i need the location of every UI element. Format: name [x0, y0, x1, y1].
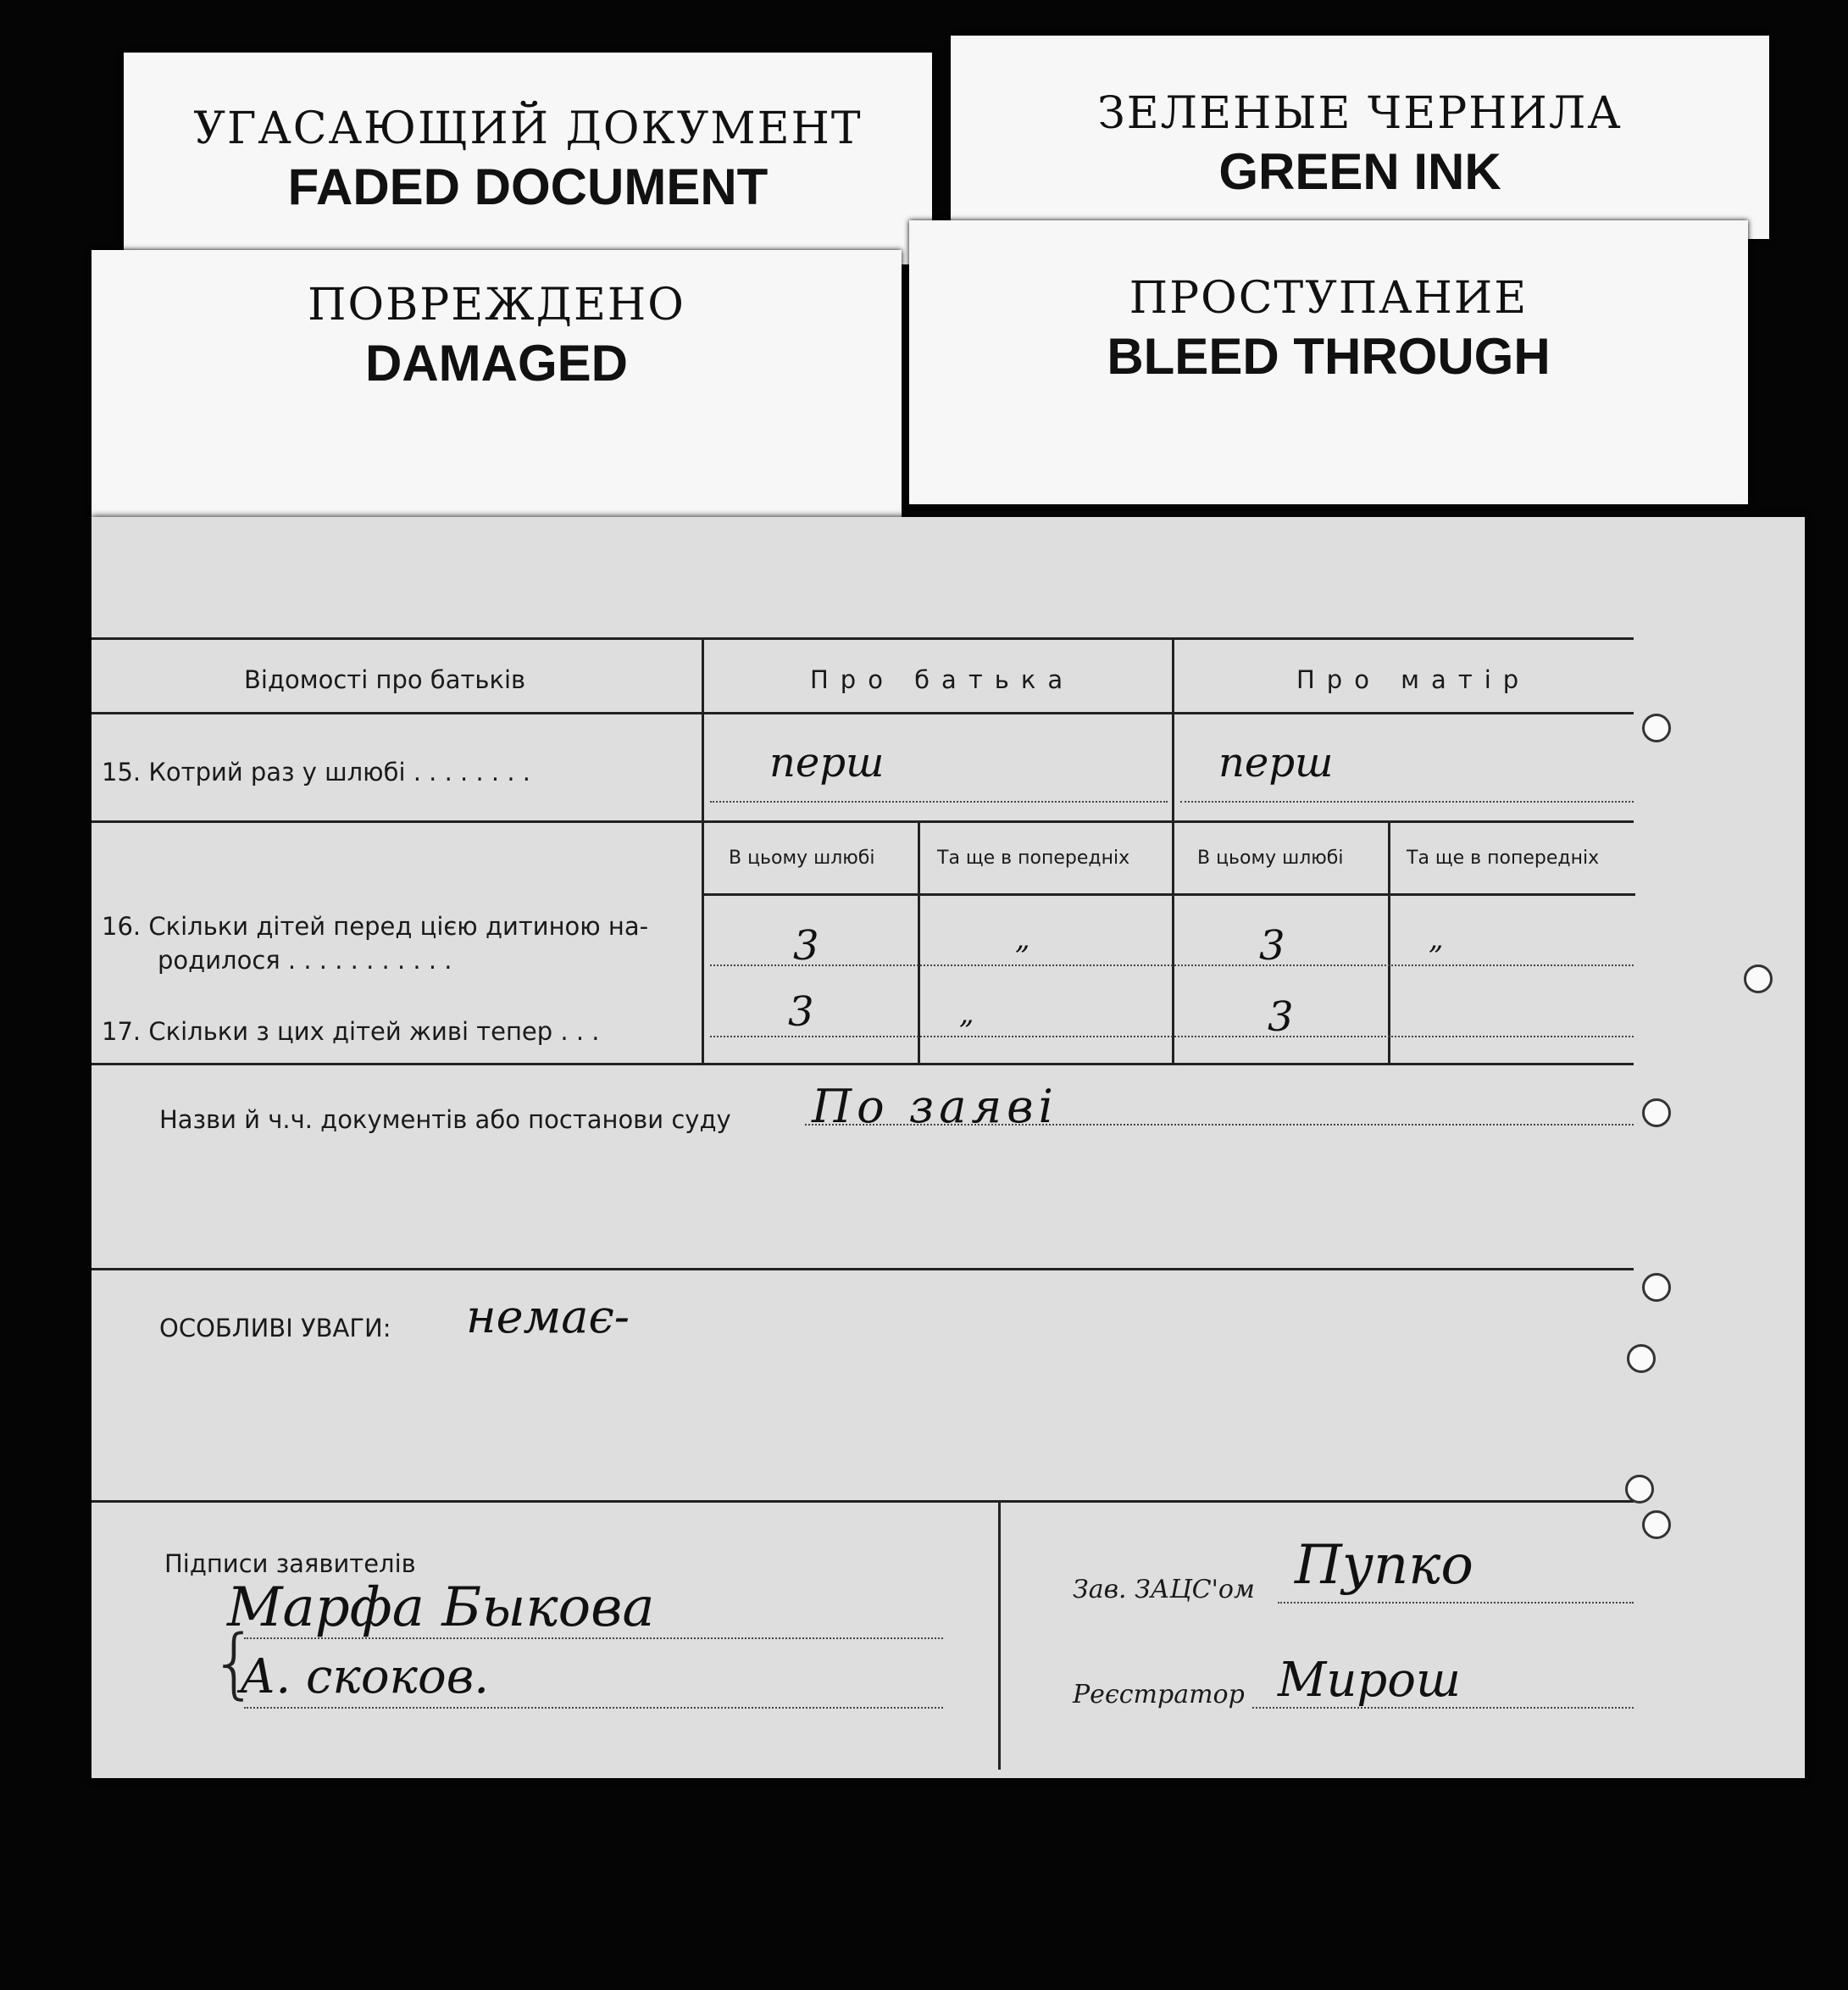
rule-top [92, 637, 1634, 640]
rule-remarks-bottom [92, 1500, 1634, 1503]
subheader-mother-this: В цьому шлюбі [1197, 848, 1344, 869]
binding-hole [1642, 1510, 1671, 1539]
subheader-father-prev: Та ще в попередніх [937, 848, 1130, 869]
header-parents-info: Відомості про батьків [244, 665, 526, 694]
label-green-ink [951, 36, 1769, 239]
applicant2-signature: А. скоков. [240, 1649, 490, 1704]
binding-hole [1642, 1273, 1671, 1302]
binding-hole [1627, 1344, 1656, 1373]
row17-father-this: 3 [788, 988, 814, 1036]
label-green-en: GREEN INK [1218, 143, 1501, 200]
applicants-label: Підписи заявителів [164, 1549, 416, 1578]
row17-father-prev: „ [959, 997, 974, 1031]
binding-hole [1625, 1475, 1654, 1504]
remarks-value: немає- [466, 1290, 630, 1343]
documents-dotline [805, 1124, 1634, 1126]
col-divider-1 [702, 637, 704, 1065]
col-divider-father [918, 820, 920, 1065]
row15-mother-value: перш [1218, 739, 1334, 787]
binding-hole [1642, 1098, 1671, 1127]
row16-father-this: 3 [793, 922, 819, 970]
binding-hole [1642, 714, 1671, 742]
row16-dotline [710, 964, 1634, 966]
row15-mother-dotline [1180, 801, 1634, 803]
col-divider-mother [1388, 820, 1390, 1065]
row17-dotline [710, 1036, 1634, 1037]
applicant1-signature: Марфа Быкова [227, 1576, 655, 1639]
registrar-signature: Мирош [1278, 1653, 1462, 1708]
col-divider-signatures [998, 1500, 1001, 1770]
label-faded-en: FADED DOCUMENT [287, 158, 769, 215]
rule-subheader-bottom [703, 893, 1635, 896]
label-bleed-through [909, 220, 1748, 504]
head-zags-signature: Пупко [1295, 1534, 1473, 1597]
row17-label: 17. Скільки з цих дітей живі тепер . . . [102, 1017, 600, 1046]
label-damaged [92, 250, 902, 517]
signature-brace: { [210, 1619, 259, 1708]
documents-label: Назви й ч.ч. документів або постанови суду [159, 1105, 731, 1134]
label-faded-document [124, 53, 932, 264]
head-zags-dotline [1278, 1602, 1634, 1604]
row16-mother-prev: „ [1429, 922, 1444, 956]
row17-mother-this: 3 [1268, 993, 1294, 1041]
registrar-label: Реєстратор [1073, 1680, 1245, 1709]
label-green-ru: ЗЕЛЕНЫЕ ЧЕРНИЛА [1097, 88, 1623, 139]
row15-father-value: перш [769, 739, 885, 787]
registrar-dotline [1252, 1707, 1634, 1709]
remarks-label: ОСОБЛИВІ УВАГИ: [159, 1314, 391, 1342]
subheader-mother-prev: Та ще в попередніх [1407, 848, 1600, 869]
label-faded-ru: УГАСАЮЩИЙ ДОКУМЕНТ [193, 103, 863, 154]
col-divider-2 [1172, 637, 1174, 1065]
row16-father-prev: „ [1015, 922, 1030, 956]
label-bleed-ru: ПРОСТУПАНИЕ [1129, 273, 1529, 324]
head-zags-label: Зав. ЗАЦС'ом [1073, 1575, 1255, 1604]
header-mother: Про матір [1296, 665, 1531, 694]
rule-documents-bottom [92, 1268, 1634, 1270]
binding-hole [1744, 964, 1773, 993]
header-father: Про батька [810, 665, 1075, 694]
label-damaged-ru: ПОВРЕЖДЕНО [308, 280, 685, 331]
row15-label: 15. Котрий раз у шлюбі . . . . . . . . [102, 758, 530, 787]
row16-label-line1: 16. Скільки дітей перед цією дитиною на- [102, 912, 649, 941]
row16-label-line2: родилося . . . . . . . . . . . [158, 946, 452, 975]
row16-mother-this: 3 [1259, 922, 1285, 970]
form-sheet [92, 517, 1805, 1778]
subheader-father-this: В цьому шлюбі [729, 848, 875, 869]
label-bleed-en: BLEED THROUGH [1107, 328, 1551, 385]
rule-row17-bottom [92, 1063, 1634, 1065]
applicant1-dotline [244, 1637, 943, 1639]
rule-header-bottom [92, 712, 1634, 714]
rule-row15-bottom [92, 820, 1634, 823]
applicant2-dotline [244, 1707, 943, 1709]
label-damaged-en: DAMAGED [365, 335, 628, 392]
row15-father-dotline [710, 801, 1168, 803]
documents-value: По заяві [812, 1080, 1058, 1133]
